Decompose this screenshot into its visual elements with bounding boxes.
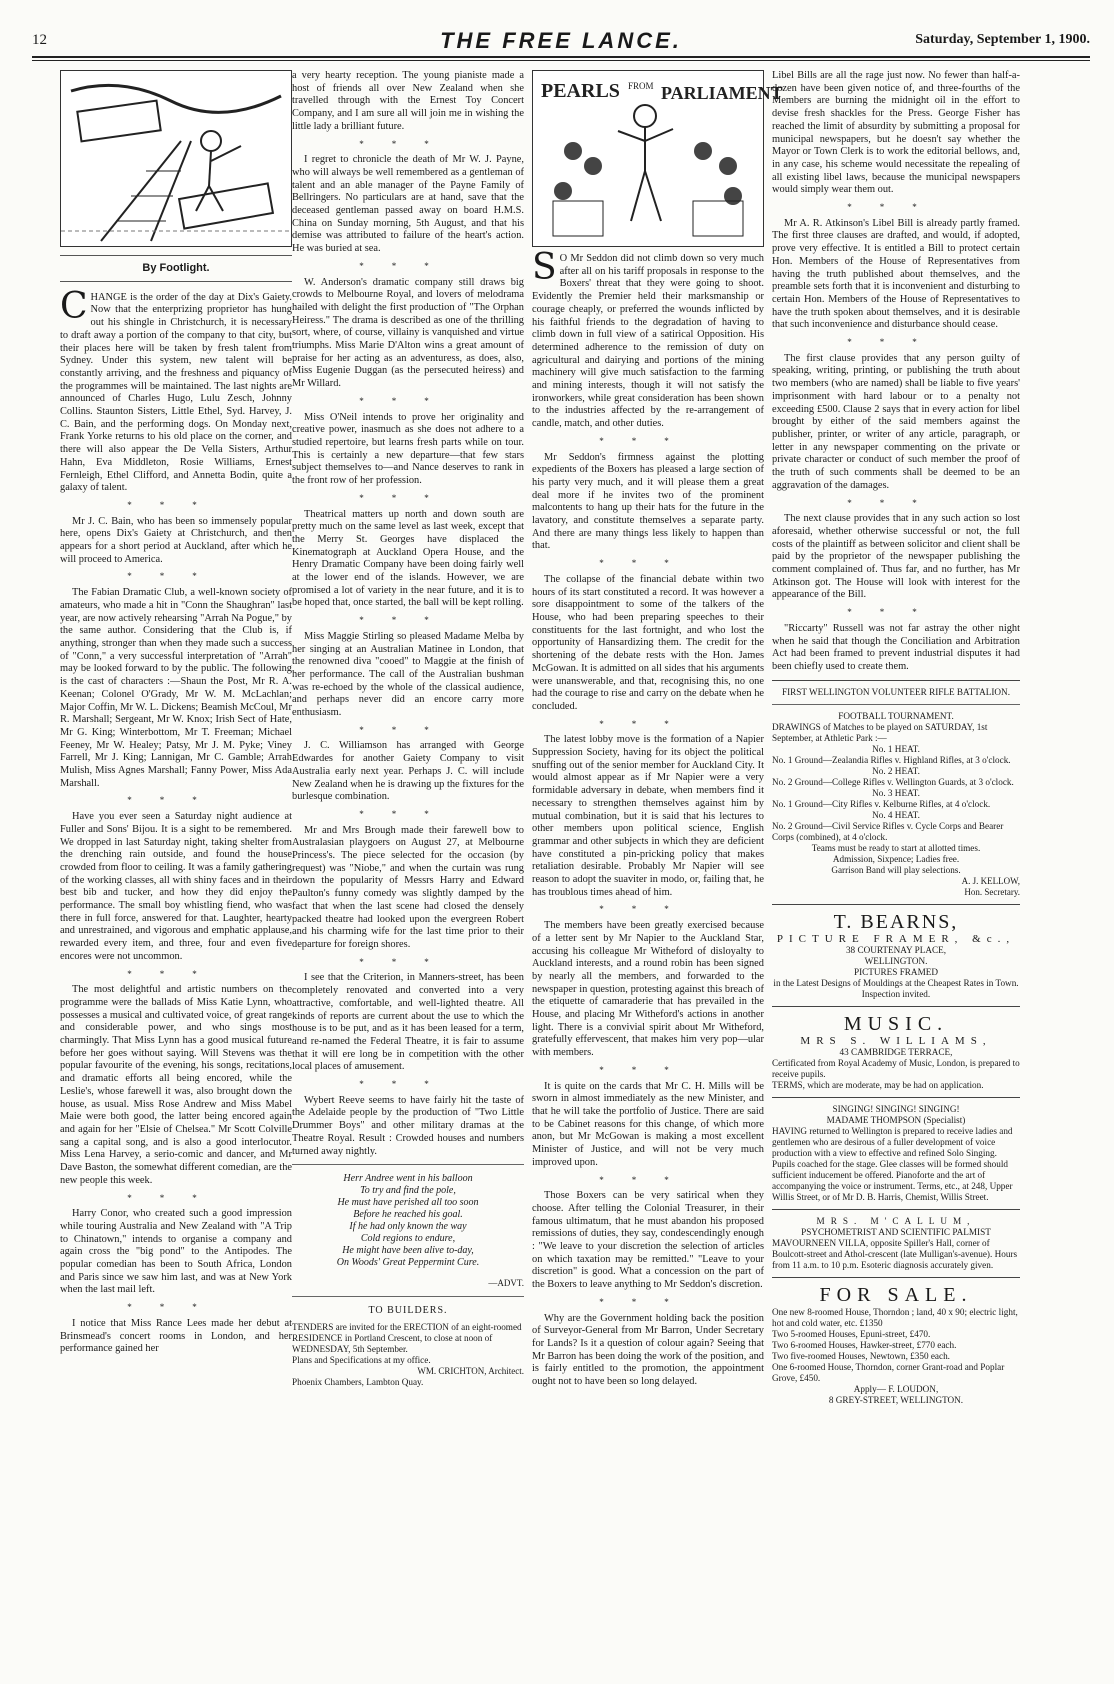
- sale-item: One 6-roomed House, Thorndon, corner Grant-road and Poplar Grove, £450.: [772, 1361, 1005, 1383]
- newspaper-title: THE FREE LANCE.: [440, 28, 682, 53]
- builders-notice: [292, 1322, 524, 1388]
- separator: ***: [127, 1192, 225, 1203]
- drop-cap: C: [60, 285, 88, 327]
- paragraph: The collapse of the financial debate within two hours of its start constituted a record. It was however a sore disappointment to some of the talkers of the House, who had been preparing speeches to their constituents for the last fortnight, and who lost the opportunity of Hansardizing them. The credit for the shortening of the debate rests with the Hon. James McGowan. It is admitted on all sides that his arguments were unanswerable, and that, recognising this, no one had the courage to rise and carry on the debate when he concluded.: [532, 573, 764, 712]
- builders-text-2: Plans and Specifications at my office.: [292, 1354, 431, 1365]
- paragraph: Have you ever seen a Saturday night audience at Fuller and Sons' Bijou. It is a sight to be remembered. We dropped in last Saturday night, taking shelter from the drenching rain outside, and found the house crowded from floor to ceiling. It was a family gathering of the working classes, all with shiny faces and in their best bib and tucker, and how they did enjoy the performance. The small boy whistling fiend, who was there in full force, answered for that. Laughter, hearty and unrestrained, and vigorous and emphatic applause, rewarded every item, and three, four and even five encores were not uncommon.: [60, 811, 292, 962]
- separator: ***: [127, 571, 225, 582]
- mccallum-name: MRS. M'CALLUM,: [816, 1215, 976, 1226]
- rifle-line: No. 1 Ground—City Rifles v. Kelburne Rifles, at 4 o'clock.: [772, 798, 991, 809]
- bearns-name: T. BEARNS,: [833, 910, 959, 933]
- svg-text:PARLIAMENT: PARLIAMENT: [661, 83, 783, 103]
- paragraph: I regret to chronicle the death of Mr W. J. Payne, who will always be well remembered as a gentleman of talent and an able manager of the Payne Family of Bellringers. No particulars are at hand, save that the deceased gentleman passed away on board H.M.S. China on Sunday morning, 5th August, and that his demise was attributed to failure of the heart's action. He was buried at sea.: [292, 154, 524, 255]
- sale-apply: Apply— F. LOUDON,: [853, 1383, 939, 1394]
- sale-item: Two five-roomed Houses, Newtown, £350 each.: [772, 1350, 950, 1361]
- bearns-text: in the Latest Designs of Mouldings at the Cheapest Rates in Town. Inspection invited.: [773, 977, 1019, 999]
- separator: ***: [359, 1079, 457, 1090]
- paragraph: Libel Bills are all the rage just now. No fewer than half-a-dozen have been given notice of, and three-fourths of the Members are burning the midnight oil in the effort to devise fresh shackles for the Press. George Fisher has reached the limit of absurdity by submitting a proposal for municipal newspapers, but he doesn't say whether the Mayor or Town Clerk is to work the editorial bellows, and, in any case, his scheme would necessitate the repealing of all existing libel laws, because the municipal newspapers would simply wear them out.: [772, 70, 1020, 196]
- svg-text:PEARLS: PEARLS: [541, 80, 620, 102]
- paragraph: Those Boxers can be very satirical when they choose. After telling the Colonial Treasurer, in their famous ultimatum, that he must abandon his proposed remissions of duties, they say, condescendingly enough : "We leave to your discretion the selection of articles on which taxation may be remitted." "Leave to your discretion" is good. What a concession on the part of the Boxers to leave anything to Mr Seddon's discretion.: [532, 1190, 764, 1291]
- advert-poem: [292, 1173, 524, 1269]
- paragraph: The most delightful and artistic numbers on the programme were the ballads of Miss Katie Lynn, who possesses a musical and cultivated voice, of great range and considerable power, and who sings most charmingly. That Miss Lynn has a good musical future before her goes without saying. Will Stevens was the popular favourite of the evening, his songs, recitations, and dramatic efforts all being encored, while the Leslie's, whose farewell it was, also brought down the house, as usual. Miss Rose Andrew and Miss Mabel Maie were both good, the latter being encored again and again for her "Elsie of Chelsea." Mr Scott Colville sang a capital song, and is also a good interlocutor. Miss Lena Harvey, a serio-comic and dancer, and Mr Dave Baston, the somewhat different comedian, are the new people this week.: [60, 984, 292, 1186]
- divider: [772, 704, 1020, 705]
- rifle-line: No. 2 Ground—Civil Service Rifles v. Cycle Corps and Bearer Corps (combined), at 4 o'clock.: [772, 820, 1004, 842]
- singing-advert: [772, 1097, 1020, 1203]
- poem-line: If he had only known the way: [349, 1221, 467, 1233]
- for-sale-advert: [772, 1277, 1020, 1406]
- music-advert: [772, 1006, 1020, 1091]
- paragraph: S O Mr Seddon did not climb down so very much after all on his tariff proposals in response to the Boxers' threat that they were going to shoot. Evidently the Premier held their marksmanship or courage cheaply, or preferred the wounds inflicted by his faithful friends to the degradation of having to climb down in full view of a satirical Opposition. His determined adherence to the remission of duty on agricultural and dairying and portions of the mining machinery will give much satisfaction to the farming and mining interests, though it will not satisfy the ironworkers, while great consideration has been shown to the industries affected by the re-arrangement of candle, match, and other duties.: [532, 247, 764, 430]
- rifle-battalion-notice: [772, 680, 1020, 898]
- sale-item: Two 5-roomed Houses, Epuni-street, £470.: [772, 1328, 931, 1339]
- poem-line: He might have been alive to-day,: [342, 1245, 474, 1257]
- sale-item: Two 6-roomed Houses, Hawker-street, £770 each.: [772, 1339, 957, 1350]
- mccallum-advert: [772, 1209, 1020, 1271]
- byline: By Footlight.: [60, 255, 292, 282]
- separator: ***: [359, 956, 457, 967]
- williams-name: MRS S. WILLIAMS,: [800, 1034, 992, 1047]
- paragraph: Why are the Government holding back the position of Surveyor-General from Mr Barron, Under Secretary for Lands? Is it a question of colour again? Seeing that Mr Barron has been doing the work of the position, and is fairly entitled to the promotion, the appointment ought not to have been so long delayed.: [532, 1312, 764, 1388]
- paragraph: Mr A. R. Atkinson's Libel Bill is already partly framed. The first three clauses are drafted, and would, if adopted, prove very effective. It is entitled a Bill to protect certain Hon. Members of the House of Representatives from having the truth published about themselves, and the preamble sets forth that it is inconvenient and disturbing to certain Hon. Members of the House of Representatives to have the truth spoken about themselves, and it is desirable that such inconvenience and disturbance should cease.: [772, 217, 1020, 331]
- paragraph: Mr and Mrs Brough made their farewell bow to Australasian playgoers on August 27, at Melbourne Princess's. The piece selected for the occasion (by request) was "Niobe," and when the curtain was rung down the popularity of Messrs Harry and Edward Paulton's funny comedy was slightly damped by the fact that when the last scene had closed the densely packed theatre had looked upon the evergreen Robert and his charming wife for the last time prior to their departure for foreign shores.: [292, 824, 524, 950]
- rifle-line: Admission, Sixpence; Ladies free.: [832, 853, 960, 864]
- rifle-line: No. 4 HEAT.: [872, 809, 920, 820]
- paragraph: Theatrical matters up north and down south are pretty much on the same level as last week, except that the Merry St. Georges have displaced the Kinematograph at Auckland Opera House, and the Henry Dramatic Company have been doing fairly well at the lower end of the islands. However, we are promised a lot of variety in the near future, and it is to be hoped that, once started, the ball will be kept rolling.: [292, 508, 524, 609]
- bearns-line: PICTURE FRAMER, &c.,: [776, 932, 1016, 945]
- column-dramatic-musical: [60, 70, 292, 1356]
- builders-signature: WM. CRICHTON, Architect.: [417, 1365, 524, 1376]
- paragraph: Harry Conor, who created such a good impression while touring Australia and New Zealand with "A Trip to Chinatown," intends to organise a company and again cross the "big pond" to the Antipodes. The popular comedian has been to South Africa, London and Paris since we saw him last, and was at New York when the last mail left.: [60, 1208, 292, 1296]
- poem-line: Cold regions to endure,: [360, 1233, 456, 1245]
- dramatic-musical-drawing: [61, 71, 291, 246]
- paragraph: I notice that Miss Rance Lees made her debut at Brinsmead's concert rooms in London, and her performance gained her: [60, 1317, 292, 1355]
- separator: ***: [127, 968, 225, 979]
- divider: [292, 1164, 524, 1165]
- paragraph: a very hearty reception. The young pianiste made a host of friends all over New Zealand when she travelled through with the Ernest Toy Concert Company, and I am sure all will join me in wishing the little lady a brilliant future.: [292, 70, 524, 132]
- paragraph: J. C. Williamson has arranged with George Edwardes for another Gaiety Company to visit Australia early next year. Perhaps J. C. will include New Zealand when he is drawing up the fixtures for the burlesque combination.: [292, 740, 524, 803]
- bearns-city: WELLINGTON.: [864, 955, 928, 966]
- separator: ***: [359, 808, 457, 819]
- separator: ***: [599, 558, 697, 569]
- rifle-line: No. 1 HEAT.: [872, 743, 920, 754]
- separator: ***: [847, 497, 945, 508]
- builders-address: Phoenix Chambers, Lambton Quay.: [292, 1376, 424, 1387]
- rifle-line: Garrison Band will play selections.: [831, 864, 961, 875]
- column-pearls-from-parliament: [532, 70, 783, 1389]
- divider: [292, 1296, 524, 1297]
- advt-mark: —ADVT.: [488, 1278, 524, 1289]
- parliament-illustration: [532, 70, 783, 247]
- singing-heading: SINGING! SINGING! SINGING!: [832, 1103, 960, 1114]
- paragraph: Mr J. C. Bain, who has been so immensely popular here, opens Dix's Gaiety at Christchurch, and then appears for a short period at Auckland, after which he will proceed to America.: [60, 515, 292, 565]
- rifle-heading: FIRST WELLINGTON VOLUNTEER RIFLE BATTALION.: [781, 686, 1010, 697]
- separator: ***: [359, 395, 457, 406]
- paragraph: The Fabian Dramatic Club, a well-known society of amateurs, who made a hit in "Conn the Shaughran" last year, are now actively rehearsing "Arrah Na Pogue," by the same author. Considering that the Club is, if anything, stronger than when they made such a success of "Conn," a very successful interpretation of "Arrah" may be looked forward to by the public. The following is the cast of characters :—Shaun the Post, Mr R. A. Keenan; Colonel O'Grady, Mr W. M. McLachlan; Major Coffin, Mr W. L. Dickens; Beamish McCoul, Mr R. Marshall; Sergeant, Mr W. Knox; Irish Sect of Hate, Mr G. King; Winterbottom, Mr T. Freeman; Michael Feeney, Mr W. Healey; Patsy, Mr J. M. Pyke; Viney Farrell, Mr J. King; Lannigan, Mr C. Gamble; Arrah Mulish, Miss Agnes Marshall; Fanny Power, Miss Ada Marshall.: [60, 587, 292, 789]
- sale-heading: FOR SALE.: [819, 1283, 973, 1306]
- separator: ***: [599, 435, 697, 446]
- masthead-rule-thin: [32, 60, 1090, 61]
- singing-subheading: MADAME THOMPSON (Specialist): [826, 1114, 966, 1125]
- separator: ***: [847, 607, 945, 618]
- mccallum-subheading: PSYCHOMETRIST AND SCIENTIFIC PALMIST: [801, 1226, 991, 1237]
- rifle-line: Teams must be ready to start at allotted times.: [811, 842, 981, 853]
- paragraph: The latest lobby move is the formation of a Napier Suppression Society, having for its object the political snuffing out of the senior member for Auckland City. It would almost appear as if Mr Napier were a very formidable adversary in debate, when members find it necessary to strengthen themselves against him by mutual combination, but it is said that his lectures to other members upon political science, English grammar and other subjects in which they are deficient have constituted a pin-pricking policy that makes retaliation desirable. Probably Mr Napier will see reason to adopt the suaviter in modo, or, failing that, he has troublous times ahead of him.: [532, 734, 764, 898]
- separator: ***: [359, 724, 457, 735]
- separator: ***: [599, 718, 697, 729]
- rifle-line: No. 2 Ground—College Rifles v. Wellington Guards, at 3 o'clock.: [772, 776, 1014, 787]
- music-heading: MUSIC.: [843, 1012, 949, 1035]
- masthead-rule: [32, 56, 1090, 58]
- separator: ***: [599, 1174, 697, 1185]
- separator: ***: [847, 337, 945, 348]
- builders-text: TENDERS are invited for the ERECTION of an eight-roomed RESIDENCE in Portland Crescent, to close at noon of WEDNESDAY, 5th September.: [292, 1321, 522, 1354]
- builders-heading: TO BUILDERS.: [368, 1304, 448, 1316]
- sale-item: One new 8-roomed House, Thorndon ; land, 40 x 90; electric light, hot and cold water, etc. £1350: [772, 1306, 1018, 1328]
- drop-cap: S: [532, 247, 557, 288]
- williams-text: Certificated from Royal Academy of Music, London, is prepared to receive pupils.: [772, 1057, 1020, 1079]
- rifle-signature: A. J. KELLOW,: [961, 875, 1020, 886]
- rifle-signature-title: Hon. Secretary.: [964, 886, 1020, 897]
- separator: ***: [127, 795, 225, 806]
- paragraph: Miss O'Neil intends to prove her originality and creative power, inasmuch as she does not adhere to a studied repertoire, but learns fresh parts while on tour. This is certainly a new departure—that few stars subject themselves to—and Nance deserves to rank in the front row of her profession.: [292, 411, 524, 487]
- bearns-subheading: PICTURES FRAMED: [854, 966, 938, 977]
- bearns-address: 38 COURTENAY PLACE,: [845, 944, 947, 955]
- separator: ***: [599, 1296, 697, 1307]
- paragraph: W. Anderson's dramatic company still draws big crowds to Melbourne Royal, and lovers of melodrama hailed with delight the first production of "The Orphan Heiress." The drama is described as one of the thrilling sort, where, of course, villainy is vanquished and virtue triumphs. Miss Marie D'Alton wins a great amount of praise for her acting as an adventuress, as does, also, Miss Eugenie Duggan (as the persecuted heiress) and Mr Willard.: [292, 276, 524, 390]
- rifle-line: DRAWINGS of Matches to be played on SATURDAY, 1st September, at Athletic Park :—: [772, 721, 988, 743]
- rifle-subheading: FOOTBALL TOURNAMENT.: [838, 710, 954, 721]
- separator: ***: [599, 904, 697, 915]
- paragraph: It is quite on the cards that Mr C. H. Mills will be sworn in almost immediately as the new Minister, and that he will take the portfolio of Justice. There are said to be Cabinet reasons for this change, of which more anon, but Mr McGowan is making a most excellent Minister of Justice, and will not be very much improved upon.: [532, 1080, 764, 1168]
- williams-address: 43 CAMBRIDGE TERRACE,: [839, 1046, 953, 1057]
- parliament-drawing: [533, 71, 783, 246]
- rifle-line: No. 1 Ground—Zealandia Rifles v. Highland Rifles, at 3 o'clock.: [772, 754, 1011, 765]
- separator: ***: [359, 260, 457, 271]
- separator: ***: [599, 1064, 697, 1075]
- paragraph: The first clause provides that any person guilty of speaking, writing, printing, or publishing the truth about two members (who are named) shall be liable to five years' imprisonment with hard labour or to a penalty not exceeding £500. Clause 2 says that in every action for libel brought by either of the said members against the publisher, printer, or writer of any article, paragraph, or letter in any newspaper commenting on the private or private character or conduct of such member the proof of the truth of such comments shall be deemed to be an aggravation of the damages.: [772, 352, 1020, 491]
- dramatic-musical-illustration: [60, 70, 292, 247]
- paragraph: CHANGE is the order of the day at Dix's Gaiety. Now that the enterprizing proprietor has hung out his shingle in Christchurch, it is necessary to draft away a portion of the company to that city, but their places here will be taken by fresh talent from Sydney. Under this system, new talent will be constantly arriving, and the freshness and piquancy of the programmes will be maintained. The last nights are announced of Charles Hugo, Lulu Zesch, Johnny Collins. Staunton Sisters, Little Ethel, Syd. Harvey, J. C. Bain, and the performing dogs. On Monday next, Frank Yorke returns to his old place on the corner, and there will also appear the De Vella Sisters, Arthur Hahn, Eva Middleton, Rosie Williams, Ernest Fernleigh, Ethel Clifford, and Annetta Bodin, quite a galaxy of talent.: [60, 285, 292, 494]
- poem-line: To try and find the pole,: [360, 1185, 456, 1197]
- paragraph: The members have been greatly exercised because of a letter sent by Mr Napier to the Auckland Star, accusing his colleague Mr Witheford of disloyalty to Auckland interests, and a round robin has been signed by nearly all the members, and forwarded to the newspaper in question, protesting against this breach of the etiquette of camaraderie that has prevailed in the House, and placing Mr Witheford's actions in another light. There is a convivial spirit about Mr Witheford, gratefully effervescent, that makes him very pop—ular with members.: [532, 920, 764, 1059]
- williams-terms: TERMS, which are moderate, may be had on application.: [772, 1079, 984, 1090]
- issue-date: Saturday, September 1, 1900.: [915, 32, 1090, 47]
- paragraph: Mr Seddon's firmness against the plotting expedients of the Boxers has pleased a large section of his party very much, and it will please them a great deal more if he invites two of the prominent malcontents to hang up their hats for the future in the lavatory, and constitute themselves a separate party. And there are many things less likely to happen than that.: [532, 451, 764, 552]
- poem-line: Herr Andree went in his balloon: [343, 1173, 473, 1185]
- paragraph: The next clause provides that in any such action so lost aforesaid, whether otherwise successful or not, the full costs of the plaintiff as between solicitor and client shall be paid by the proprietor of the newspaper publishing the comment complained of. Thus far, and no further, has Mr Atkinson got. The House will look with interest for the appearance of the Bill.: [772, 513, 1020, 601]
- paragraph: "Riccarty" Russell was not far astray the other night when he said that though the Conciliation and Arbitration Act had been framed to prevent industrial disputes it had been chiefly used to create them.: [772, 622, 1020, 672]
- paragraph: I see that the Criterion, in Manners-street, has been completely renovated and converted into a very attractive, comfortable, and well-lighted theatre. All kinds of reports are current about the use to which the house is to be put, and as it has been leased for a term, and re-named the Federal Theatre, it is fair to assume that it will ere long be in competition with the other local places of amusement.: [292, 972, 524, 1073]
- svg-text:FROM: FROM: [628, 81, 654, 91]
- paragraph: Wybert Reeve seems to have fairly hit the taste of the Adelaide people by the production of "Two Little Drummer Boys" and other military dramas at the Theatre Royal. Result : Crowded houses and numbers turned away nightly.: [292, 1094, 524, 1157]
- separator: ***: [127, 1302, 225, 1313]
- poem-line: On Woods' Great Peppermint Cure.: [336, 1257, 480, 1269]
- separator: ***: [359, 615, 457, 626]
- column-libel-and-ads: [772, 70, 1020, 1406]
- poem-line: He must have perished all too soon: [337, 1197, 479, 1209]
- separator: ***: [359, 138, 457, 149]
- column-theatre-news: [292, 70, 524, 1388]
- separator: ***: [127, 499, 225, 510]
- poem-line: Before he reached his goal.: [353, 1209, 463, 1221]
- page-number: 12: [32, 32, 47, 48]
- separator: ***: [847, 202, 945, 213]
- bearns-advert: [772, 904, 1020, 1000]
- mccallum-text: MAVOURNEEN VILLA, opposite Spiller's Hall, corner of Boulcott-street and Athol-crescent (late Mulligan's-avenue). Hours from 11 a.m. to 10 p.m. Esoteric diagnosis accurately given.: [772, 1237, 1018, 1270]
- separator: ***: [359, 492, 457, 503]
- paragraph: Miss Maggie Stirling so pleased Madame Melba by her singing at an Australian Matinee in London, that the renowned diva "cooed" to Maggie at the finish of her performance. The call of the Australian bushman was re-echoed by the whole of the classical audience, and perhaps never did an encore carry more enthusiasm.: [292, 630, 524, 719]
- masthead: [32, 28, 1090, 54]
- sale-address: 8 GREY-STREET, WELLINGTON.: [828, 1394, 964, 1405]
- rifle-line: No. 3 HEAT.: [872, 787, 920, 798]
- rifle-line: No. 2 HEAT.: [872, 765, 920, 776]
- singing-text: HAVING returned to Wellington is prepared to receive ladies and gentlemen who are desirous of a fuller development of voice production with a view to effective and refined Solo Singing. Pupils coached for the stage. Glee classes will be formed should sufficient inducement be offered. Pianoforte and the art of accompanying the voice or instrument. Terms, etc., at 248, Upper Willis Street, or of Mr D. B. Harris, Chemist, Willis Street.: [772, 1125, 1013, 1202]
